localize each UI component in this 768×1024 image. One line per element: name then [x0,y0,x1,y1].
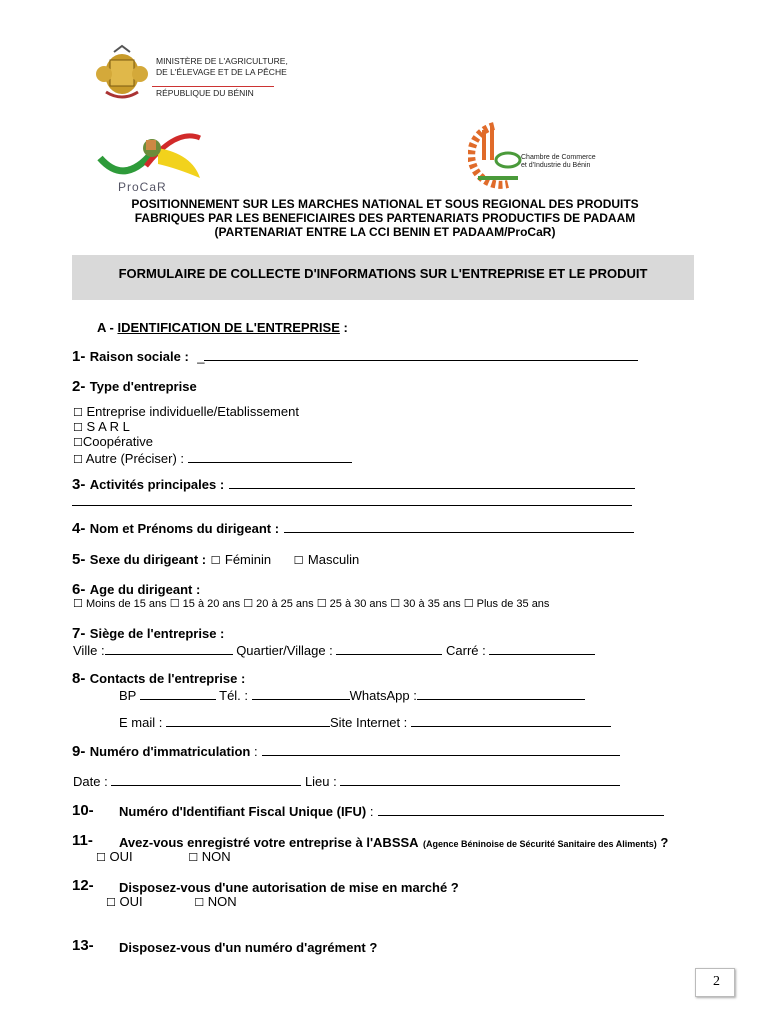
q6-option-6[interactable]: ☐ Plus de 35 ans [463,597,550,610]
q2-type-entreprise: 2- Type d'entreprise [72,378,197,395]
q10-input-line[interactable] [378,803,664,816]
form-banner-text: FORMULAIRE DE COLLECTE D'INFORMATIONS SUR L'ENTREPRISE ET LE PRODUIT [118,266,648,281]
checkbox-icon[interactable]: ☐ [106,896,116,909]
q2-option-cooperative[interactable]: ☐Coopérative [73,434,153,449]
q7-siege: 7- Siège de l'entreprise : [72,625,225,642]
q7-carre-line[interactable] [489,642,595,655]
procar-logo [96,118,208,200]
checkbox-icon[interactable]: ☐ [73,453,83,466]
checkbox-icon[interactable]: ☐ [73,421,83,434]
q3-input-line-2[interactable] [72,493,632,506]
q13-question: Disposez-vous d'un numéro d'agrément ? [119,940,378,955]
checkbox-icon[interactable]: ☐ [73,597,83,610]
q1-input-line[interactable] [204,348,638,361]
q8-bp-line[interactable] [140,687,216,700]
checkbox-icon[interactable]: ☐ [169,597,180,610]
q7-ville-line[interactable] [105,642,233,655]
q9-date-line[interactable] [111,773,301,786]
q6-age: 6- Age du dirigeant : [72,581,201,598]
checkbox-icon[interactable]: ☐ [243,597,254,610]
cci-text: Chambre de Commerce et d'Industrie du Bénin [521,154,596,169]
page-number: 2 [713,974,720,989]
checkbox-icon[interactable]: ☐ [96,851,106,864]
checkbox-icon[interactable]: ☐ [316,597,327,610]
document-title: POSITIONNEMENT SUR LES MARCHES NATIONAL ET SOUS REGIONAL DES PRODUITS FABRIQUES PAR LES BENEFICIAIRES DES PARTENARIATS PRODUCTIFS DE PADAAM (PARTENARIAT ENTRE LA CCI BENIN ET PADAAM/ProCaR) [131,197,639,239]
checkbox-icon[interactable]: ☐ [463,597,474,610]
q6-option-1[interactable]: ☐ Moins de 15 ans [73,597,167,610]
q3-activites: 3- Activités principales : [72,476,635,494]
q8-email-line[interactable] [166,714,330,727]
checkbox-icon[interactable]: ☐ [210,554,221,567]
q8-site-line[interactable] [411,714,611,727]
q9-immatriculation: 9- Numéro d'immatriculation : [72,743,620,761]
q8-tel-line[interactable] [252,687,350,700]
q11-option-non[interactable]: ☐ NON [188,849,231,864]
section-a-heading: A - IDENTIFICATION DE L'ENTREPRISE : [97,320,348,335]
q8-fields-row2: E mail : Site Internet : [119,714,611,730]
q8-fields-row1: BP Tél. : WhatsApp : [119,687,585,703]
q12-option-oui[interactable]: ☐ OUI [106,894,143,909]
q6-option-2[interactable]: ☐ 15 à 20 ans [169,597,241,610]
q9-lieu-line[interactable] [340,773,620,786]
q12-option-non[interactable]: ☐ NON [194,894,237,909]
q2-option-autre[interactable]: ☐ Autre (Préciser) : [73,450,352,467]
q4-input-line[interactable] [284,520,634,533]
q5-sexe: 5- Sexe du dirigeant : ☐ Féminin ☐ Masculin [72,551,360,568]
q2-options [73,405,352,467]
q13-agrement: 13- [72,937,94,954]
page-number-box [695,968,735,997]
q2-option-sarl[interactable]: ☐ S A R L [73,419,130,434]
q11-option-oui[interactable]: ☐ OUI [96,849,133,864]
q6-option-3[interactable]: ☐ 20 à 25 ans [243,597,314,610]
q12-question: Disposez-vous d'une autorisation de mise en marché ? [119,880,459,895]
cci-gear-icon [468,122,524,190]
checkbox-icon[interactable]: ☐ [188,851,199,864]
q11-question: Avez-vous enregistré votre entreprise à l'ABSSA (Agence Béninoise de Sécurité Sanitaire des Aliments) ? [119,835,669,850]
q6-option-4[interactable]: ☐ 25 à 30 ans [316,597,388,610]
q4-nom-dirigeant: 4- Nom et Prénoms du dirigeant : [72,520,634,538]
checkbox-icon[interactable]: ☐ [390,597,401,610]
q12-autorisation: 12- [72,877,94,894]
checkbox-icon[interactable]: ☐ [73,436,83,449]
checkbox-icon[interactable]: ☐ [73,406,83,419]
checkbox-icon[interactable]: ☐ [293,554,304,567]
q10-ifu: 10- [72,802,94,819]
q8-whatsapp-line[interactable] [417,687,585,700]
q2-option-individuelle[interactable]: ☐ Entreprise individuelle/Etablissement [73,404,299,419]
q5-option-masculin[interactable]: ☐ Masculin [293,552,360,567]
q3-input-line[interactable] [229,476,635,489]
q11-options [96,849,231,864]
q6-options [73,597,549,610]
benin-coat-of-arms-icon [92,44,152,106]
q8-contacts: 8- Contacts de l'entreprise : [72,670,246,687]
form-banner [72,255,694,300]
q7-fields: Ville : Quartier/Village : Carré : [73,642,595,658]
q12-options [106,894,237,909]
procar-text: ProCaR [118,180,167,194]
q10-ifu-field: Numéro d'Identifiant Fiscal Unique (IFU) : [119,803,664,821]
checkbox-icon[interactable]: ☐ [194,896,205,909]
ministry-text: MINISTÈRE DE L'AGRICULTURE, DE L'ÉLEVAGE ET DE LA PÊCHE RÉPUBLIQUE DU BÉNIN [156,56,288,98]
q9-input-line[interactable] [262,743,620,756]
q9-date-lieu: Date : Lieu : [73,773,620,789]
q7-quartier-line[interactable] [336,642,442,655]
q5-option-feminin[interactable]: ☐ Féminin [210,552,272,567]
q2-autre-input-line[interactable] [188,450,352,463]
q1-raison-sociale: 1- Raison sociale : _ [72,348,638,366]
q6-option-5[interactable]: ☐ 30 à 35 ans [390,597,461,610]
q11-absssa: 11- [72,832,93,849]
